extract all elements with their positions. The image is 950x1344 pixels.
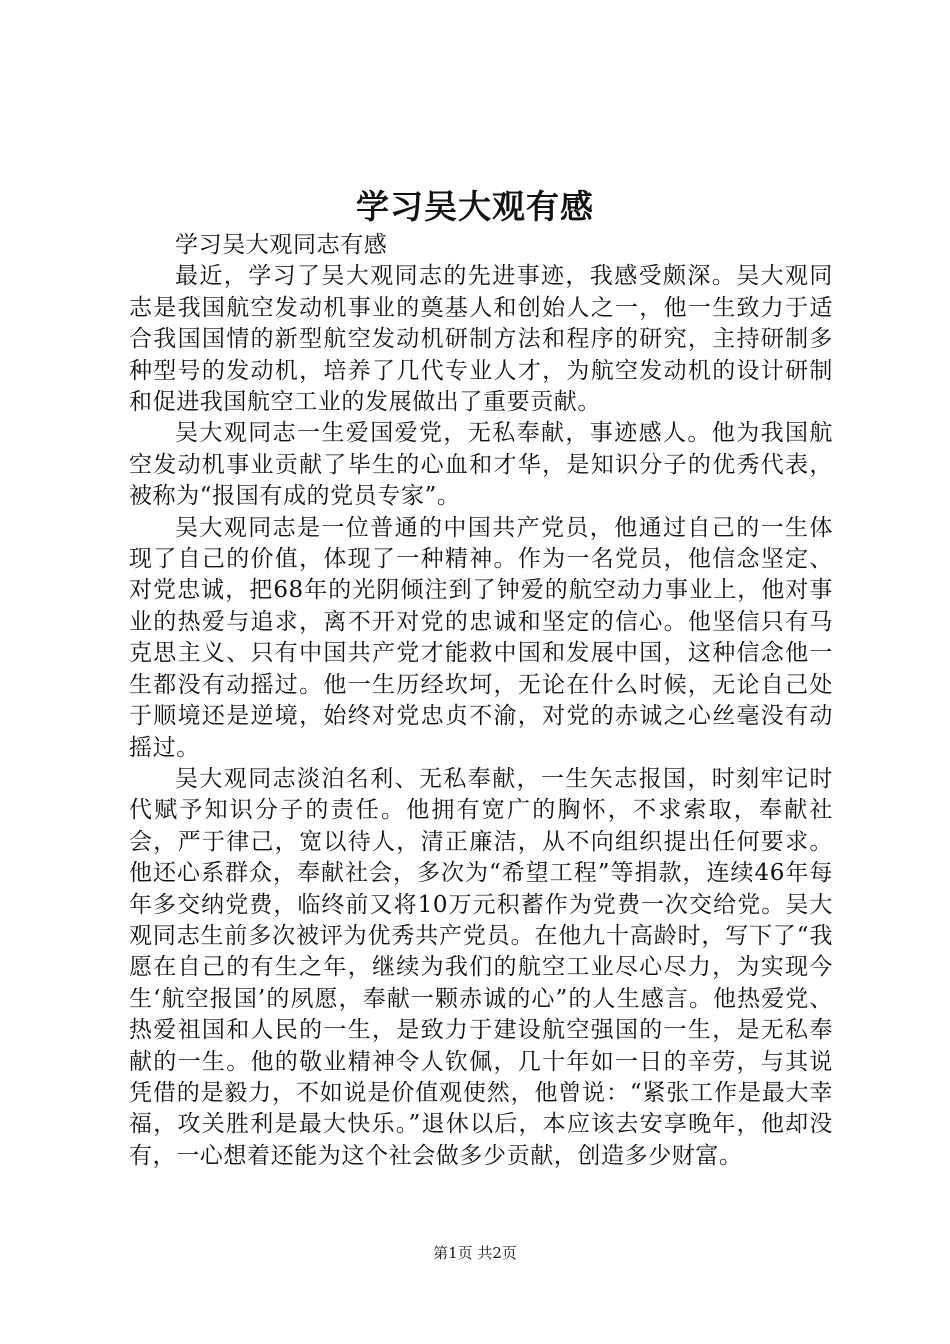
document-body [129, 230, 833, 1172]
paragraph: 吴大观同志淡泊名利、无私奉献，一生矢志报国，时刻牢记时代赋予知识分子的责任。他拥有宽广的胸怀，不求索取，奉献社会，严于律己，宽以待人，清正廉洁，从不向组织提出任何要求。他还心系群众，奉献社会，多次为“希望工程”等捐款，连续46年每年多交纳党费，临终前又将10万元积蓄作为党费一次交给党。吴大观同志生前多次被评为优秀共产党员。在他九十高龄时，写下了“我愿在自己的有生之年，继续为我们的航空工业尽心尽力，为实现今生‘航空报国’的夙愿，奉献一颗赤诚的心”的人生感言。他热爱党、热爱祖国和人民的一生，是致力于建设航空强国的一生，是无私奉献的一生。他的敬业精神令人钦佩，几十年如一日的辛劳，与其说凭借的是毅力，不如说是价值观使然，他曾说：“紧张工作是最大幸福，攻关胜利是最大快乐。”退休以后，本应该去安享晚年，他却没有，一心想着还能为这个社会做多少贡献，创造多少财富。 [129, 765, 833, 1169]
document-title: 学习吴大观有感 [356, 187, 594, 226]
paragraph-subtitle: 学习吴大观同志有感 [175, 232, 388, 258]
paragraph: 吴大观同志是一位普通的中国共产党员，他通过自己的一生体现了自己的价值，体现了一种精神。作为一名党员，他信念坚定、对党忠诚，把68年的光阴倾注到了钟爱的航空动力事业上，他对事业的热爱与追求，离不开对党的忠诚和坚定的信心。他坚信只有马克思主义、只有中国共产党才能救中国和发展中国，这种信念他一生都没有动摇过。他一生历经坎坷，无论在什么时候，无论自己处于顺境还是逆境，始终对党忠贞不渝，对党的赤诚之心丝毫没有动摇过。 [129, 514, 833, 761]
paragraph: 最近，学习了吴大观同志的先进事迹，我感受颇深。吴大观同志是我国航空发动机事业的奠基人和创始人之一，他一生致力于适合我国国情的新型航空发动机研制方法和程序的研究，主持研制多种型号的发动机，培养了几代专业人才，为航空发动机的设计研制和促进我国航空工业的发展做出了重要贡献。 [129, 263, 833, 416]
paragraph: 吴大观同志一生爱国爱党，无私奉献，事迹感人。他为我国航空发动机事业贡献了毕生的心血和才华，是知识分子的优秀代表，被称为“报国有成的党员专家”。 [129, 420, 833, 510]
page-footer: 第1页 共2页 [433, 1244, 517, 1262]
